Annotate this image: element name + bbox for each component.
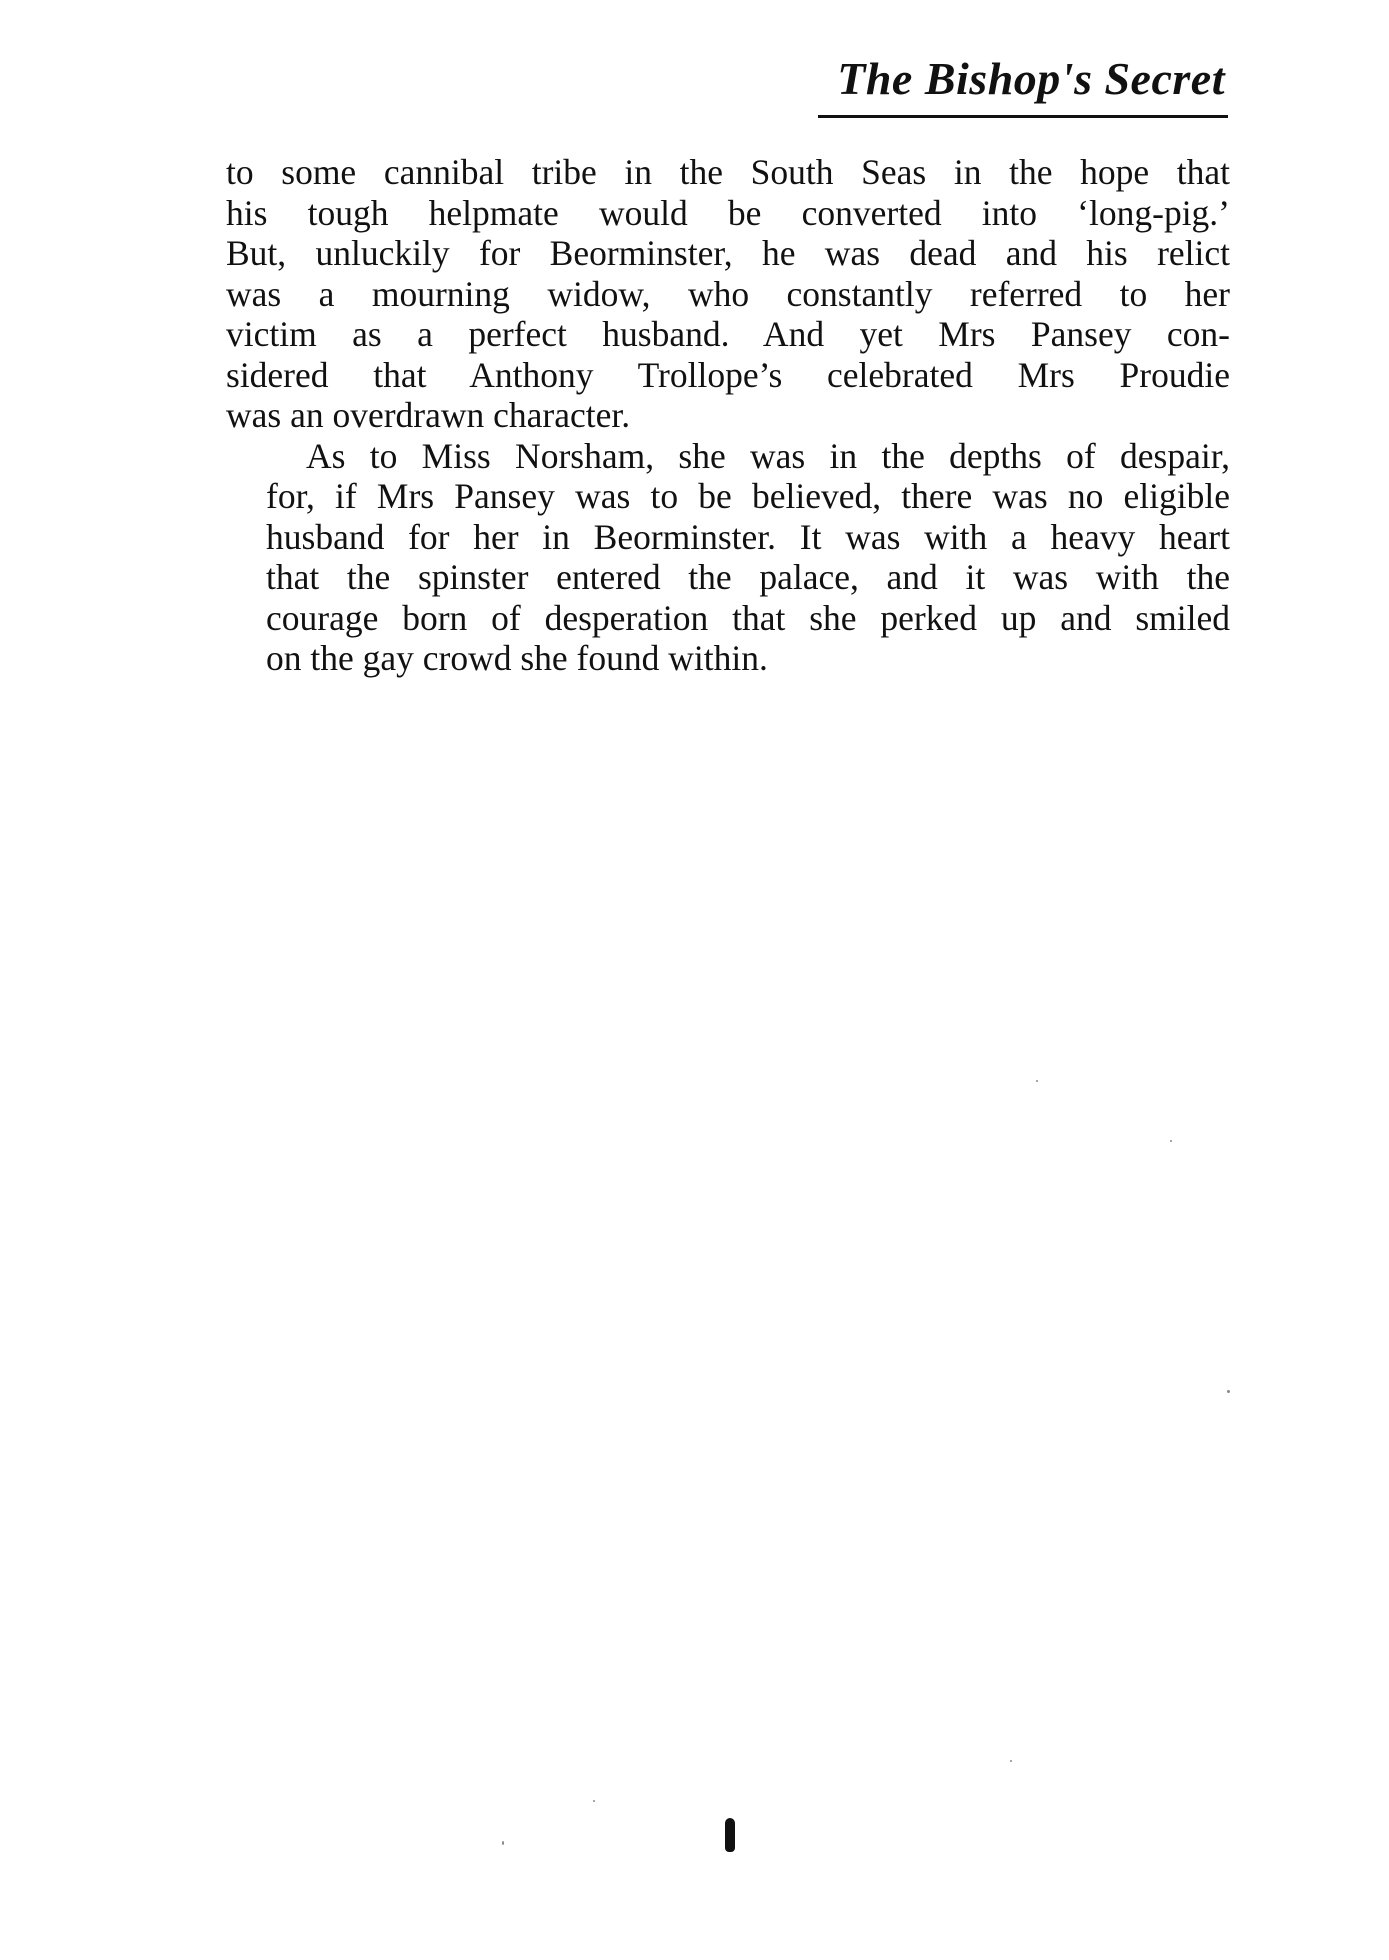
text-line: that the spinster entered the palace, and it was with the <box>266 557 1230 597</box>
text-line: was an overdrawn character. <box>226 395 631 435</box>
paragraph-2 <box>226 436 1230 679</box>
folio-mark <box>725 1818 735 1852</box>
scan-speck <box>1036 1080 1038 1082</box>
scan-speck <box>1010 1760 1012 1762</box>
text-line: to some cannibal tribe in the South Seas in the hope that <box>226 152 1230 192</box>
text-line: on the gay crowd she found within. <box>266 638 768 678</box>
text-line: courage born of desperation that she perked up and smiled <box>266 597 1230 638</box>
running-head: The Bishop's Secret <box>837 53 1225 104</box>
text-line: husband for her in Beorminster. It was with a heavy heart <box>266 516 1230 557</box>
paragraph-1 <box>226 152 1230 436</box>
text-line: sidered that Anthony Trollope’s celebrated Mrs Proudie <box>226 354 1230 395</box>
running-head-rule <box>818 115 1228 118</box>
text-line: But, unluckily for Beorminster, he was dead and his relict <box>226 233 1230 273</box>
text-line: for, if Mrs Pansey was to be believed, there was no eligible <box>266 476 1230 516</box>
scan-speck <box>593 1800 595 1802</box>
scan-speck <box>1170 1140 1172 1142</box>
scan-speck <box>1227 1390 1230 1393</box>
text-line: was a mourning widow, who constantly referred to her <box>226 273 1230 314</box>
scan-speck <box>502 1841 504 1845</box>
body-text <box>226 152 1230 679</box>
text-line: his tough helpmate would be converted into ‘long-pig.’ <box>226 192 1230 233</box>
text-line: victim as a perfect husband. And yet Mrs Pansey con- <box>226 314 1230 354</box>
text-line: As to Miss Norsham, she was in the depths of despair, <box>306 435 1230 476</box>
